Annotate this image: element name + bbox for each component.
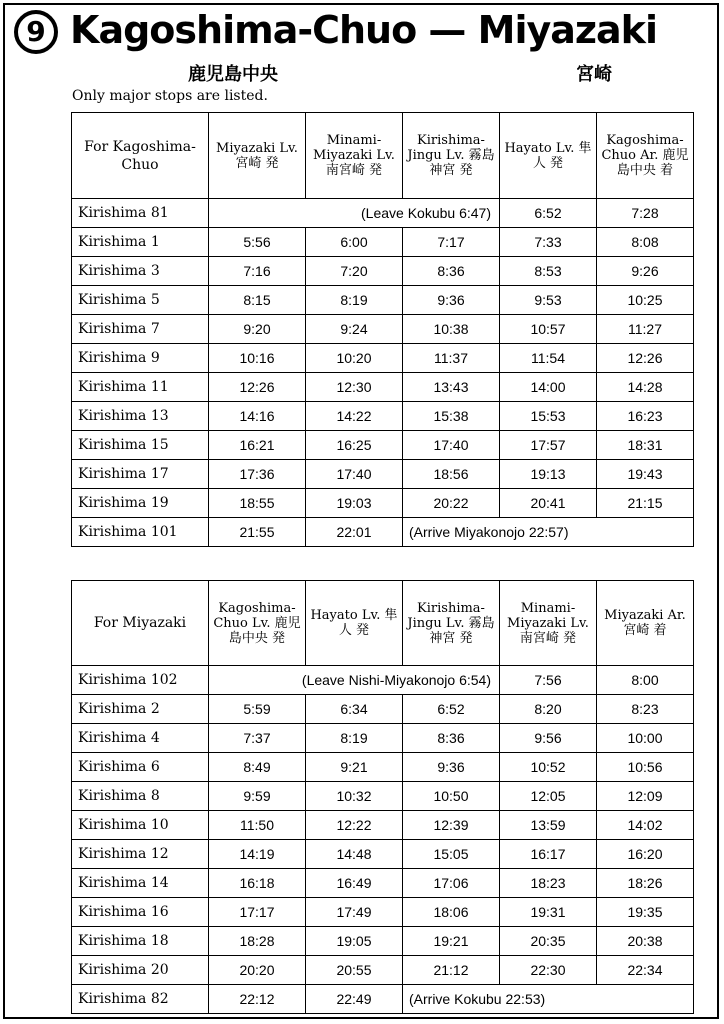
table-row [72, 753, 694, 782]
origin-japanese-label: 鹿児島中央 [188, 64, 278, 85]
time-cell: 7:37 [209, 724, 306, 753]
train-name: Kirishima 2 [72, 695, 209, 724]
time-cell: 21:15 [597, 489, 694, 518]
time-cell: 10:16 [209, 344, 306, 373]
time-cell: 12:22 [306, 811, 403, 840]
table-row [72, 811, 694, 840]
table-row [72, 373, 694, 402]
train-name: Kirishima 6 [72, 753, 209, 782]
time-cell: 20:35 [500, 927, 597, 956]
time-cell: 22:34 [597, 956, 694, 985]
table-row [72, 666, 694, 695]
time-cell: 8:19 [306, 286, 403, 315]
train-name: Kirishima 81 [72, 199, 209, 228]
time-cell: 16:25 [306, 431, 403, 460]
time-cell: 9:24 [306, 315, 403, 344]
train-name: Kirishima 17 [72, 460, 209, 489]
table-row [72, 927, 694, 956]
table-row [72, 402, 694, 431]
time-cell: 10:32 [306, 782, 403, 811]
time-cell: 9:36 [403, 286, 500, 315]
timetable-for-kagoshima-chuo [71, 112, 694, 547]
time-cell: 11:54 [500, 344, 597, 373]
time-cell: 20:20 [209, 956, 306, 985]
train-name: Kirishima 3 [72, 257, 209, 286]
time-cell: 21:55 [209, 518, 306, 547]
time-cell: 19:21 [403, 927, 500, 956]
time-cell: 9:26 [597, 257, 694, 286]
time-cell: 17:49 [306, 898, 403, 927]
train-name: Kirishima 12 [72, 840, 209, 869]
time-cell: 10:20 [306, 344, 403, 373]
time-cell: 19:43 [597, 460, 694, 489]
time-cell: 20:55 [306, 956, 403, 985]
stops-note: Only major stops are listed. [72, 88, 268, 104]
time-cell: 5:59 [209, 695, 306, 724]
time-cell: 12:26 [209, 373, 306, 402]
time-cell: 10:57 [500, 315, 597, 344]
table-row [72, 840, 694, 869]
time-cell: 14:48 [306, 840, 403, 869]
time-cell: 8:08 [597, 228, 694, 257]
table-row [72, 286, 694, 315]
arrival-note: (Arrive Miyakonojo 22:57) [403, 518, 694, 547]
column-header: Miyazaki Lv. 宮崎 発 [209, 113, 306, 199]
time-cell: 10:50 [403, 782, 500, 811]
time-cell: 19:05 [306, 927, 403, 956]
train-name: Kirishima 19 [72, 489, 209, 518]
time-cell: 18:28 [209, 927, 306, 956]
table-row [72, 315, 694, 344]
time-cell: 7:16 [209, 257, 306, 286]
time-cell: 10:38 [403, 315, 500, 344]
train-name: Kirishima 1 [72, 228, 209, 257]
train-name: Kirishima 82 [72, 985, 209, 1014]
time-cell: 12:09 [597, 782, 694, 811]
time-cell: 16:49 [306, 869, 403, 898]
corner-header: For Miyazaki [72, 581, 209, 666]
time-cell: 8:53 [500, 257, 597, 286]
time-cell: 8:36 [403, 257, 500, 286]
table-header-row [72, 581, 694, 666]
time-cell: 20:41 [500, 489, 597, 518]
time-cell: 10:56 [597, 753, 694, 782]
time-cell: 13:59 [500, 811, 597, 840]
departure-note: (Leave Kokubu 6:47) [209, 199, 500, 228]
train-name: Kirishima 10 [72, 811, 209, 840]
time-cell: 8:00 [597, 666, 694, 695]
train-name: Kirishima 9 [72, 344, 209, 373]
destination-japanese-label: 宮崎 [576, 64, 612, 85]
time-cell: 6:52 [500, 199, 597, 228]
train-name: Kirishima 4 [72, 724, 209, 753]
column-header: Kagoshima-Chuo Ar. 鹿児島中央 着 [597, 113, 694, 199]
time-cell: 17:40 [306, 460, 403, 489]
time-cell: 9:20 [209, 315, 306, 344]
route-number-badge: 9 [14, 10, 58, 54]
table-row [72, 985, 694, 1014]
time-cell: 5:56 [209, 228, 306, 257]
time-cell: 17:40 [403, 431, 500, 460]
time-cell: 18:26 [597, 869, 694, 898]
time-cell: 18:06 [403, 898, 500, 927]
page-title: Kagoshima-Chuo — Miyazaki [70, 8, 657, 52]
time-cell: 22:01 [306, 518, 403, 547]
time-cell: 20:22 [403, 489, 500, 518]
time-cell: 13:43 [403, 373, 500, 402]
train-name: Kirishima 101 [72, 518, 209, 547]
time-cell: 9:36 [403, 753, 500, 782]
time-cell: 14:28 [597, 373, 694, 402]
column-header: Miyazaki Ar. 宮崎 着 [597, 581, 694, 666]
table-row [72, 431, 694, 460]
time-cell: 11:27 [597, 315, 694, 344]
train-name: Kirishima 8 [72, 782, 209, 811]
time-cell: 8:15 [209, 286, 306, 315]
time-cell: 21:12 [403, 956, 500, 985]
table-row [72, 489, 694, 518]
train-name: Kirishima 13 [72, 402, 209, 431]
column-header: Hayato Lv. 隼人 発 [306, 581, 403, 666]
train-name: Kirishima 14 [72, 869, 209, 898]
time-cell: 18:56 [403, 460, 500, 489]
arrival-note: (Arrive Kokubu 22:53) [403, 985, 694, 1014]
time-cell: 17:36 [209, 460, 306, 489]
column-header: Hayato Lv. 隼人 発 [500, 113, 597, 199]
time-cell: 6:00 [306, 228, 403, 257]
time-cell: 18:55 [209, 489, 306, 518]
time-cell: 22:49 [306, 985, 403, 1014]
time-cell: 14:16 [209, 402, 306, 431]
time-cell: 6:52 [403, 695, 500, 724]
time-cell: 7:17 [403, 228, 500, 257]
time-cell: 10:52 [500, 753, 597, 782]
table-row [72, 782, 694, 811]
table-row [72, 460, 694, 489]
time-cell: 16:21 [209, 431, 306, 460]
time-cell: 16:17 [500, 840, 597, 869]
train-name: Kirishima 20 [72, 956, 209, 985]
time-cell: 15:05 [403, 840, 500, 869]
time-cell: 11:50 [209, 811, 306, 840]
table-row [72, 518, 694, 547]
train-name: Kirishima 11 [72, 373, 209, 402]
time-cell: 6:34 [306, 695, 403, 724]
time-cell: 14:02 [597, 811, 694, 840]
train-name: Kirishima 5 [72, 286, 209, 315]
column-header: Kirishima-Jingu Lv. 霧島神宮 発 [403, 581, 500, 666]
time-cell: 12:30 [306, 373, 403, 402]
time-cell: 15:38 [403, 402, 500, 431]
table-row [72, 898, 694, 927]
time-cell: 7:28 [597, 199, 694, 228]
table-row [72, 724, 694, 753]
time-cell: 9:21 [306, 753, 403, 782]
time-cell: 8:23 [597, 695, 694, 724]
train-name: Kirishima 16 [72, 898, 209, 927]
time-cell: 11:37 [403, 344, 500, 373]
time-cell: 16:18 [209, 869, 306, 898]
table-row [72, 695, 694, 724]
time-cell: 14:22 [306, 402, 403, 431]
table-row [72, 228, 694, 257]
time-cell: 19:03 [306, 489, 403, 518]
time-cell: 19:13 [500, 460, 597, 489]
timetable-for-miyazaki [71, 580, 694, 1014]
time-cell: 8:19 [306, 724, 403, 753]
time-cell: 22:12 [209, 985, 306, 1014]
time-cell: 9:53 [500, 286, 597, 315]
departure-note: (Leave Nishi-Miyakonojo 6:54) [209, 666, 500, 695]
time-cell: 14:19 [209, 840, 306, 869]
time-cell: 7:56 [500, 666, 597, 695]
time-cell: 22:30 [500, 956, 597, 985]
time-cell: 17:06 [403, 869, 500, 898]
time-cell: 9:56 [500, 724, 597, 753]
train-name: Kirishima 18 [72, 927, 209, 956]
time-cell: 8:20 [500, 695, 597, 724]
time-cell: 18:31 [597, 431, 694, 460]
table-row [72, 344, 694, 373]
column-header: Minami-Miyazaki Lv. 南宮崎 発 [306, 113, 403, 199]
column-header: Minami-Miyazaki Lv. 南宮崎 発 [500, 581, 597, 666]
time-cell: 20:38 [597, 927, 694, 956]
table-row [72, 869, 694, 898]
column-header: Kirishima-Jingu Lv. 霧島神宮 発 [403, 113, 500, 199]
train-name: Kirishima 15 [72, 431, 209, 460]
time-cell: 12:05 [500, 782, 597, 811]
table-header-row [72, 113, 694, 199]
time-cell: 10:25 [597, 286, 694, 315]
time-cell: 16:20 [597, 840, 694, 869]
time-cell: 19:31 [500, 898, 597, 927]
time-cell: 16:23 [597, 402, 694, 431]
table-row [72, 257, 694, 286]
table-row [72, 199, 694, 228]
time-cell: 17:17 [209, 898, 306, 927]
time-cell: 10:00 [597, 724, 694, 753]
time-cell: 12:26 [597, 344, 694, 373]
train-name: Kirishima 7 [72, 315, 209, 344]
time-cell: 8:49 [209, 753, 306, 782]
time-cell: 14:00 [500, 373, 597, 402]
train-name: Kirishima 102 [72, 666, 209, 695]
time-cell: 9:59 [209, 782, 306, 811]
column-header: Kagoshima-Chuo Lv. 鹿児島中央 発 [209, 581, 306, 666]
time-cell: 12:39 [403, 811, 500, 840]
time-cell: 7:33 [500, 228, 597, 257]
time-cell: 19:35 [597, 898, 694, 927]
time-cell: 8:36 [403, 724, 500, 753]
time-cell: 7:20 [306, 257, 403, 286]
table-row [72, 956, 694, 985]
corner-header: For Kagoshima-Chuo [72, 113, 209, 199]
time-cell: 18:23 [500, 869, 597, 898]
time-cell: 17:57 [500, 431, 597, 460]
time-cell: 15:53 [500, 402, 597, 431]
